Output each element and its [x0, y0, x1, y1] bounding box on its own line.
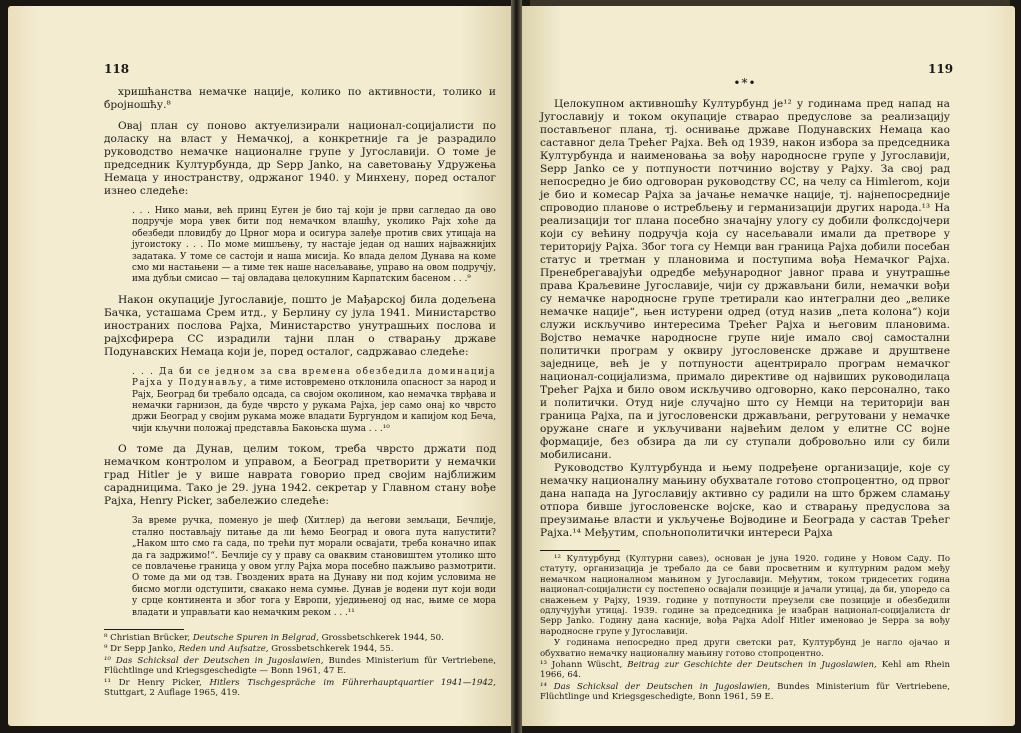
- footnote: У годинама непосредно пред други светски рат, Културбунд је нагло ојачао и обухватио немачку националну мањину готово стопроцентно.: [540, 638, 950, 659]
- paragraph: хришћанства немачке нације, колико по активности, толико и бројношћу.⁸: [104, 86, 496, 111]
- block-quote: За време ручка, поменуо је шеф (Хитлер) да његови земљаци, Бечлије, стално постављају питање да ли ћемо Београд и овога пута напустити? „Наком што смо га сада, по трећи пут морали освајати, треба коначно ипак да га задржимо!“. Бечлије су у праву са оваквим становиштем утолико што се повлачење граница у овом углу Рајха мора посебно пажљиво размотрити. О томе да ми од тзв. Гвоздених врата на Дунаву ни под којим условима не бисмо могли одступити, свакако нема сумње. Дунав је водени пут који води у срце континента и због тога у Европи, уједињеној од нас, њиме се мора владати и управљати као немачким реком . . .¹¹: [132, 516, 496, 618]
- footnote: ⁹ Dr Sepp Janko, Reden und Aufsatze, Grossbetschkerek 1944, 55.: [104, 644, 394, 655]
- block-quote: . . . Нико мањи, већ принц Еуген је био тај који је први сагледао да ово подручје мора увек бити под немачком влашћу, уколико Рајх хоће да обезбеди пловидбу до Црног мора и осигура залеђе против свих утицаја на југоистоку . . . По моме мишљењу, ту настаје један од наших најважнијих задатака. У томе се састоји и наша мисија. Ко влада делом Дунава на коме смо ми настањени — а тиме тек наше насељавање, управо на овом подручју, има дубљи смисао — тај овладава целокупним Карпатским басеном . . .⁹: [132, 206, 496, 285]
- footnote: ¹⁰ Das Schicksal der Deutschen in Jugoslawien, Bundes Ministerium für Vertriebene, Flüchtlinge und Kriegsgeschedigte — Bonn 1961, 47 Е.: [104, 655, 496, 677]
- footnote-rule: [540, 550, 620, 551]
- section-ornament: •*•: [733, 76, 757, 90]
- footnote: ⁸ Christian Brücker, Deutsche Spuren in Belgrad, Grossbetschkerek 1944, 50.: [104, 632, 444, 643]
- right-text-column: [540, 76, 950, 703]
- left-text-column: [104, 86, 496, 698]
- block-quote: . . . Да би се једном за сва времена обезбедила доминација Рајха у Подунављу, а тиме истовремено отклонила опасност за народ и Рајх, Београд би требало одсада, са својом околином, као немачка тврђава и немачки гарнизон, да буде чврсто у рукама Рајха, јер само онај ко чврсто држи Београд у својим рукама може владати Бургундом и капијом код Беча, чији кључни положај представља Бакоњска шума . . .¹⁰: [132, 366, 497, 434]
- spaced-emphasis: . . . Да би се једном за сва времена обезбедила доминација Рајха у Подунављу,: [132, 366, 496, 389]
- paragraph: Овај план су поново актуелизирали национал-социјалисти по доласку на власт у Немачкој, а конкретније га је разрадило руководство немачке националне групе у Југославији. О томе је председник Културбунда, др Sepp Janko, на саветовању Удружења Немаца у иностранству, одржаног 1940. у Минхену, поред осталог изнео следеће:: [104, 120, 496, 197]
- page-number: 119: [928, 62, 954, 76]
- footnote: ¹¹ Dr Henry Picker, Hitlers Tischgespräche im Führerhauptquartier 1941—1942, Stuttgart, 2 Auflage 1965, 419.: [104, 677, 496, 698]
- footnote: ¹⁴ Das Schicksal der Deutschen in Jugoslawien, Bundes Ministerium für Vertriebene, Flüchtlinge und Kriegsgeschedigte, Bonn 1961, 59 Е.: [540, 681, 950, 703]
- left-page: [8, 6, 511, 726]
- paragraph: О томе да Дунав, целим током, треба чврсто држати под немачком контролом и управом, а Београд претворити у немачки град Hitler је у више наврата говорио пред својим најближим сарадницима. Тако је 29. јуна 1942. секретар у Главном стану вође Рајха, Henry Picker, забележио следеће:: [104, 443, 496, 508]
- right-page: [522, 6, 1015, 726]
- book-gutter: [511, 0, 522, 733]
- footnote: ¹³ Johann Wüscht, Beitrag zur Geschichte der Deutschen in Jugoslawien, Kehl am Rhein 1966, 64.: [540, 660, 950, 681]
- page-number: 118: [104, 62, 130, 76]
- paragraph: Руководство Културбунда и њему подређене организације, које су немачку националну мањину обухватале готово стопроцентно, од првог дана напада на Југославију активно су радили на што бржем сламању отпора бивше југословенске војске, као и стварању предуслова за преузимање власти и укључење Војводине и Београда у састав Трећег Рајха.¹⁴ Међутим, спољнополитички интереси Рајха: [540, 462, 950, 539]
- footnote: ¹² Културбунд (Културни савез), основан је јуна 1920. године у Новом Саду. По статуту, организација је требало да се бави просветним и културним радом међу немачком националном мањином у Југославији. Међутим, током тридесетих година национал-социјалисти су постепено освајали позиције и јачали утицај, да би, упоредо са снажењем у Рајху, 1939. године у потпуности преузели све позиције и обезбедили одлучујући утицај. 1939. године за председника је изабран национал-социјалиста dr Sepp Janko. Годину дана касније, вођа Рајха Adolf Hitler именовао је Sерра за вођу народносне групе у Југославији.: [540, 554, 950, 637]
- paragraph: Целокупном активношћу Културбунд је¹² у годинама пред напад на Југославију и током окупације стварао предуслове за реализацију постављеног плана, тј. оснивање државе Подунавских Немаца као саставног дела Трећег Рајха. Већ од 1939, након избора за председника Културбунда и наименовања за вођу народносне групе у Југославији, Sepp Janko се у потпуности потчинио војству у Рајху. За свој рад непосредно је био одговоран руководству СС, на челу са Himlerom, који је био и комесар Рајха за јачање немачке нације, тј. најнепосредније спроводио планове о истребљењу и германизацији других народа.¹³ На реализацији тог плана посебно значајну улогу су добили фолксдојчери који су већину подручја која су насељавали имали да претворе у територију Рајха. Због тога су Немци ван граница Рајха добили посебан статус и третман у плановима и поступима вођа Немачког Рајха. Пренебрегавајући одредбе међународног јавног права и унутрашње права Краљевине Југославије, чији су држављани били, немачки вођи су немачке народносне групе третирали као интегрални део „велике немачке нације“, њен истурени одред (отуд назив „пета колона“) који служи искључиво интересима Трећег Рајха и његовим плановима. Војство немачке народносне групе није имало свој самостални политички програм у оквиру југословенске државе и друштвене заједнице, већ је у потпуности ацентрирало програм немачког национал-социјализма, примало директиве од највиших руководилаца Трећег Рајха и било овом искључиво одговорно, како персонално, тако и политички. Отуд није случајно што су Немци на територији ван граница Рајха, па и југословенски држављани, регрутовани у немачке оружане снаге и укључивани највећим делом у елитне СС војне формације, без обзира да ли су ступали добровољно или су били мобилисани.: [540, 98, 950, 461]
- paragraph: Након окупације Југославије, пошто је Мађарској била додељена Бачка, усташама Срем итд., у Берлину су јула 1941. Министарство иностраних послова Рајха, Министарство унутрашњих послова и рајхсфирера СС израдили тајни план о стварању државе Подунавских Немаца који је, поред осталог, садржавао следеће:: [104, 293, 496, 358]
- footnote-rule: [104, 629, 184, 630]
